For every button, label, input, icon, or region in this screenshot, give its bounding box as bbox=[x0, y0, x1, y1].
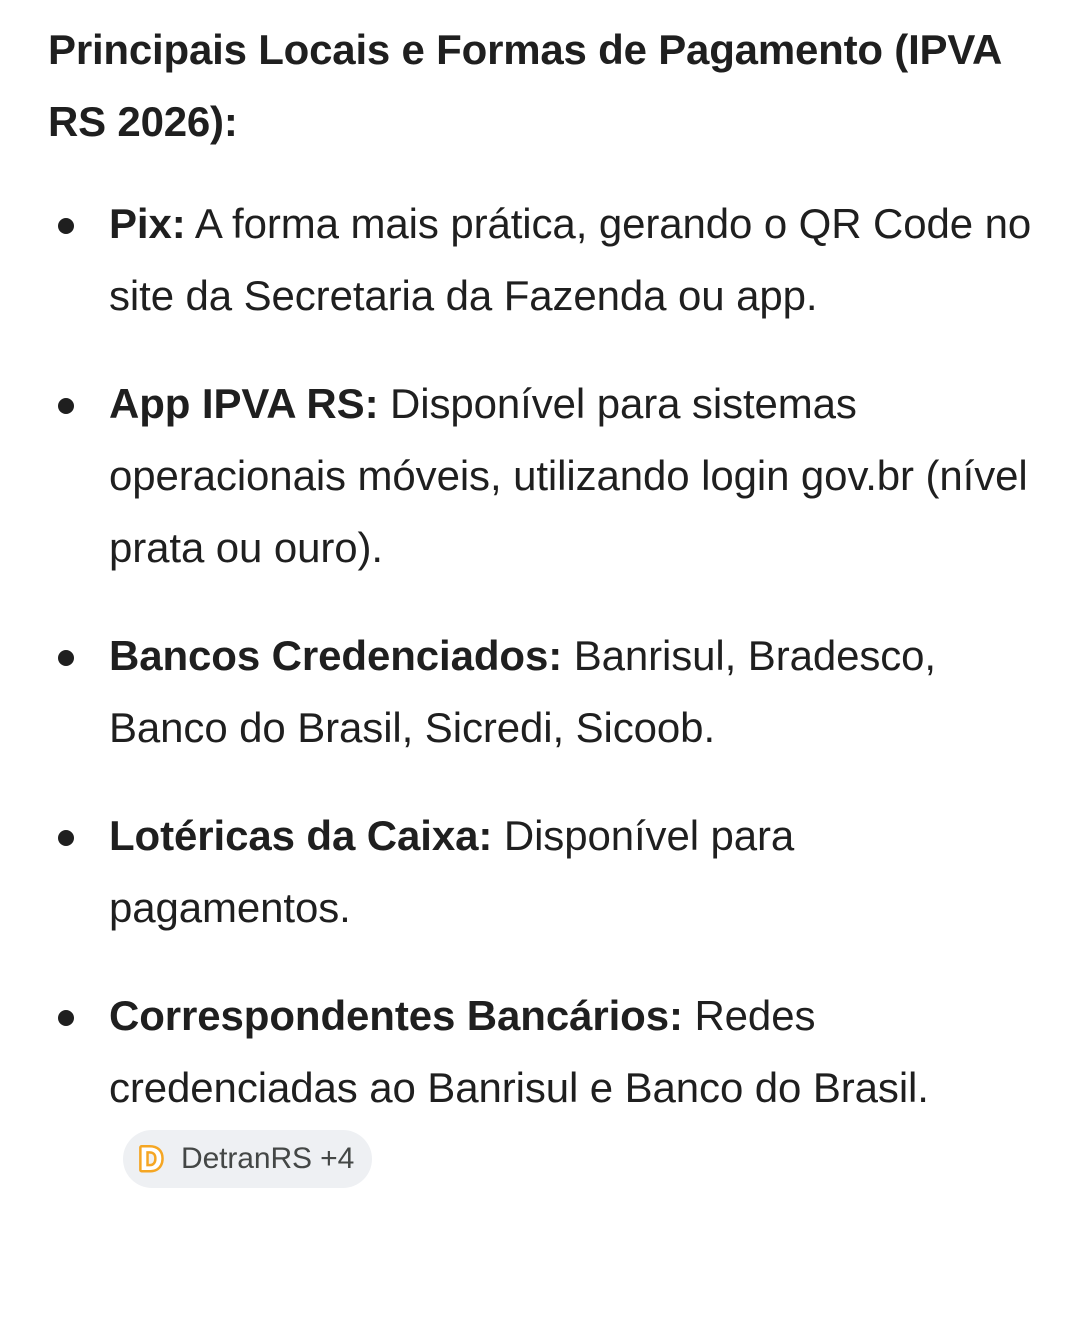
source-chip-label: DetranRS +4 bbox=[181, 1141, 355, 1175]
list-item-title: Lotéricas da Caixa: bbox=[109, 812, 493, 859]
list-item-text: Banrisul, Bradesco, Banco do Brasil, Sicredi, Sicoob. bbox=[109, 632, 936, 751]
list-item-app-ipva bbox=[48, 368, 1040, 584]
list-item-text: A forma mais prática, gerando o QR Code no site da Secretaria da Fazenda ou app. bbox=[109, 200, 1032, 319]
list-item-text: Redes credenciadas ao Banrisul e Banco do Brasil. bbox=[109, 992, 929, 1111]
source-chip-button[interactable] bbox=[123, 1130, 372, 1188]
section-heading: Principais Locais e Formas de Pagamento (IPVA RS 2026): bbox=[48, 26, 1001, 145]
svg-text:D: D bbox=[139, 1140, 163, 1177]
list-item-pix bbox=[48, 188, 1040, 332]
list-item-bancos bbox=[48, 620, 1040, 764]
list-item-text: Disponível para sistemas operacionais móveis, utilizando login gov.br (nível prata ou ouro). bbox=[109, 380, 1028, 571]
list-item-title: Pix: bbox=[109, 200, 186, 247]
list-item-title: Bancos Credenciados: bbox=[109, 632, 563, 679]
list-item-text: Disponível para pagamentos. bbox=[109, 812, 795, 931]
list-item-lotericas bbox=[48, 800, 1040, 944]
detranrs-logo-icon bbox=[133, 1141, 169, 1177]
list-item-correspondentes bbox=[48, 980, 1040, 1196]
payment-methods-list bbox=[48, 188, 1040, 1196]
list-item-title: Correspondentes Bancários: bbox=[109, 992, 683, 1039]
list-item-title: App IPVA RS: bbox=[109, 380, 379, 427]
